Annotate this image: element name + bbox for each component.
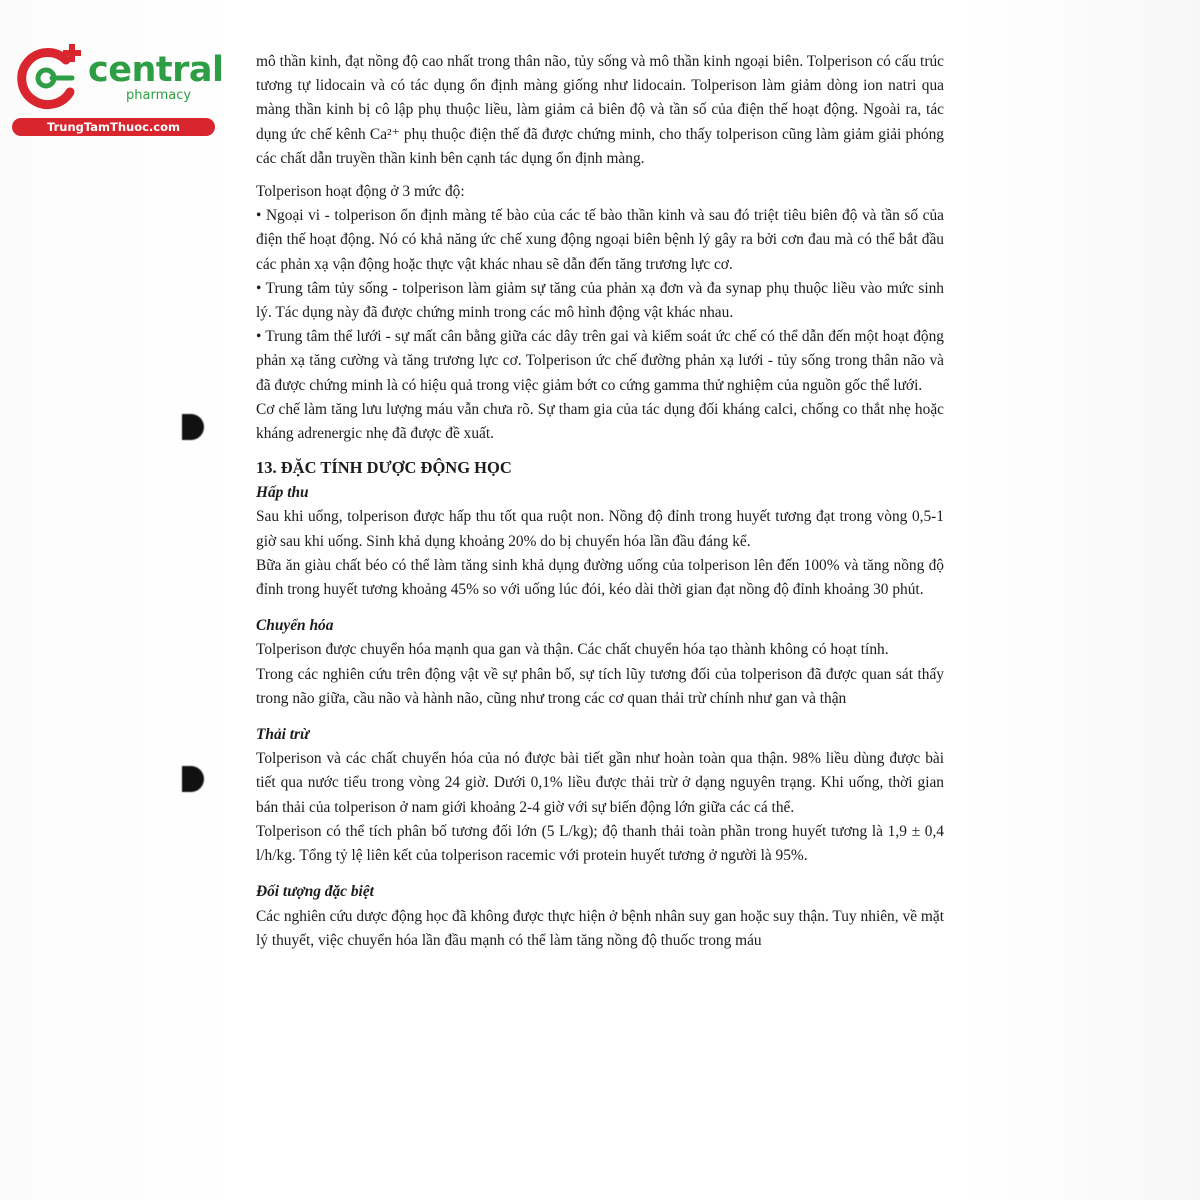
metabolism-paragraph: Tolperison được chuyển hóa mạnh qua gan và thận. Các chất chuyển hóa tạo thành không có hoạt tính. — [256, 641, 889, 659]
section-heading: 13. ĐẶC TÍNH DƯỢC ĐỘNG HỌC — [256, 458, 512, 478]
level-reticular: • Trung tâm thể lưới - sự mất cân bằng giữa các dây trên gai và kiểm soát ức chế có thể dẫn đến một hoạt động phản xạ tăng cường và tăng trương lực cơ. Tolperison ức chế đường phản xạ lưới - tủy sống trong thân não và đã được chứng minh là có hiệu quả trong việc giảm bớt co cứng gamma thử nghiệm của nguồn gốc thể lưới. — [256, 328, 944, 394]
document-body — [256, 50, 944, 953]
absorption-paragraph: Sau khi uống, tolperison được hấp thu tốt qua ruột non. Nồng độ đỉnh trong huyết tương đạt trong vòng 0,5-1 giờ sau khi uống. Sinh khả dụng khoảng 20% do bị chuyển hóa lần đầu đáng kể. — [256, 508, 944, 550]
blood-flow-paragraph: Cơ chế làm tăng lưu lượng máu vẫn chưa rõ. Sự tham gia của tác dụng đối kháng calci, chống co thắt nhẹ hoặc kháng adrenergic nhẹ đã được đề xuất. — [256, 400, 944, 443]
special-population-paragraph: Các nghiên cứu dược động học đã không được thực hiện ở bệnh nhân suy gan hoặc suy thận. Tuy nhiên, về mặt lý thuyết, việc chuyển hóa lần đầu mạnh có thể làm tăng nồng độ thuốc trong máu — [256, 907, 944, 949]
elimination-paragraph: Tolperison và các chất chuyển hóa của nó được bài tiết gần như hoàn toàn qua thận. 98% liều dùng được bài tiết qua nước tiểu trong vòng 24 giờ. Dưới 0,1% liều được thải trừ ở dạng nguyên trạng. Khi uống, thời gian bán thải của tolperison ở nam giới khoảng 2-4 giờ với sự biến động lớn giữa các cá thể. — [256, 750, 944, 816]
elimination-title: Thải trừ — [256, 726, 310, 744]
intro-paragraph: mô thần kinh, đạt nồng độ cao nhất trong thân não, tủy sống và mô thần kinh ngoại biên. Tolperison có cấu trúc tương tự lidocain và có tác dụng ổn định màng giống như lidocain. Tolperison làm giảm dòng ion natri qua màng thần kinh bị cô lập phụ thuộc liều, làm giảm cả biên độ và tần số của điện thế hoạt động. Ngoài ra, tác dụng ức chế kênh Ca²⁺ phụ thuộc điện thế đã được chứng minh, cho thấy tolperison cũng làm giảm giải phóng các chất dẫn truyền thần kinh bên cạnh tác dụng ổn định màng. — [256, 53, 944, 167]
metabolism-title: Chuyển hóa — [256, 617, 334, 635]
logo-sub-text: pharmacy — [126, 88, 192, 103]
level-spinal: • Trung tâm tủy sống - tolperison làm giảm sự tăng của phản xạ đơn và đa synap phụ thuộc liều vào mức sinh lý. Tác dụng này đã được chứng minh trong các mô hình động vật khác nhau. — [256, 279, 944, 322]
absorption-paragraph: Bữa ăn giàu chất béo có thể làm tăng sinh khả dụng đường uống của tolperison lên đến 100% và tăng nồng độ đỉnh trong huyết tương khoảng 45% so với uống lúc đói, kéo dài thời gian đạt nồng độ đỉnh khoảng 30 phút. — [256, 556, 944, 599]
levels-intro: Tolperison hoạt động ở 3 mức độ: — [256, 183, 465, 201]
absorption-title: Hấp thu — [256, 484, 309, 502]
level-peripheral: • Ngoại vi - tolperison ổn định màng tế bào của các tế bào thần kinh và sau đó triệt tiêu biên độ và tần số của điện thế hoạt động. Nó có khả năng ức chế xung động ngoại biên bệnh lý gây ra bởi cơn đau mà có thể bắt đầu các phản xạ vận động hoặc thực vật khác nhau sẽ dẫn đến tăng trương lực cơ. — [256, 207, 944, 273]
logo-brand-text: central — [88, 50, 224, 90]
logo-website-banner: TrungTamThuoc.com — [12, 118, 215, 136]
special-population-title: Đối tượng đặc biệt — [256, 883, 374, 901]
logo-mark-icon — [10, 38, 90, 118]
central-pharmacy-logo[interactable] — [10, 38, 224, 138]
elimination-paragraph: Tolperison có thể tích phân bố tương đối lớn (5 L/kg); độ thanh thải toàn phần trong huyết tương là 1,9 ± 0,4 l/h/kg. Tổng tỷ lệ liên kết của tolperison racemic với protein huyết tương ở người là 95%. — [256, 822, 944, 865]
metabolism-paragraph: Trong các nghiên cứu trên động vật về sự phân bố, sự tích lũy tương đối của tolperison đã được quan sát thấy trong não giữa, cầu não và hành não, cũng như trong các cơ quan thải trừ chính như gan và thận — [256, 665, 944, 707]
